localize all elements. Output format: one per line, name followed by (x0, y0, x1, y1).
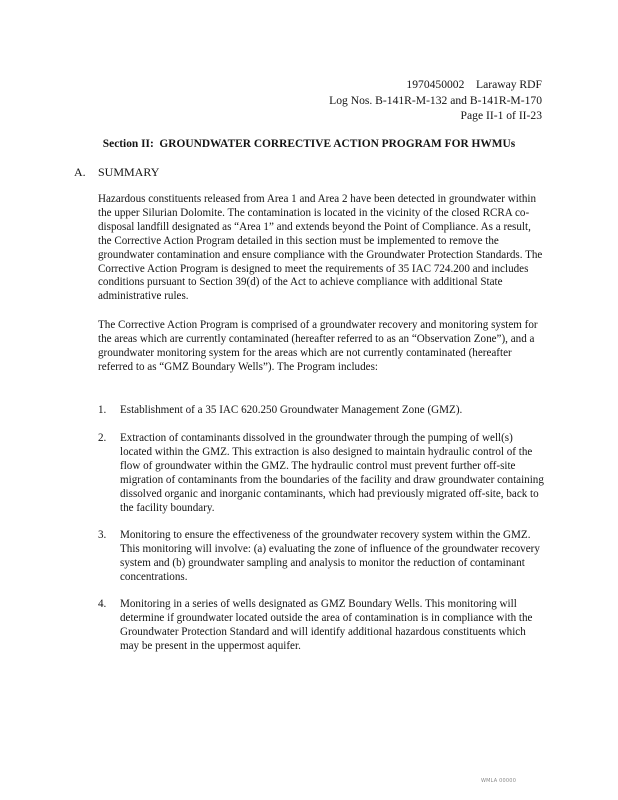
program-list-item-2 (98, 432, 544, 515)
section-title: Section II: GROUNDWATER CORRECTIVE ACTION PROGRAM FOR HWMUs (102, 138, 516, 150)
header-id-facility: 1970450002 Laraway RDF (406, 78, 542, 91)
list-item-number: 3. (98, 529, 107, 541)
list-item-number: 1. (98, 404, 107, 416)
summary-paragraph-2: The Corrective Action Program is comprised of a groundwater recovery and monitoring system for the areas which are currently contaminated (hereafter referred to as an “Observation Zone”), and a groundwater monitoring system for the areas which are not currently contaminated (hereafter referred to as “GMZ Boundary Wells”). The Program includes: (98, 319, 538, 373)
list-item-text: Monitoring to ensure the effectiveness of the groundwater recovery system within the GMZ. This monitoring will involve: (a) evaluating the zone of influence of the groundwater recovery system and (b) groundwater sampling and analysis to monitor the reduction of contaminant concentrations. (120, 529, 540, 583)
list-item-number: 4. (98, 598, 107, 610)
summary-heading (74, 165, 159, 180)
program-list-item-4 (98, 598, 544, 654)
header-log-numbers: Log Nos. B-141R-M-132 and B-141R-M-170 (329, 93, 542, 107)
bates-stamp: WMLA 00000 (481, 778, 517, 784)
list-item-text: Monitoring in a series of wells designated as GMZ Boundary Wells. This monitoring will determine if groundwater located outside the area of contamination is in compliance with the Groundwater Protection Standard and will identify additional hazardous constituents which may be present in the uppermost aquifer. (120, 598, 533, 652)
list-item-text: Extraction of contaminants dissolved in the groundwater through the pumping of well(s) located within the GMZ. This extraction is also designed to maintain hydraulic control of the flow of groundwater within the GMZ. The hydraulic control must prevent further off-site migration of contaminants from the boundaries of the facility and draw groundwater containing dissolved organic and inorganic contaminants, which had previously migrated off-site, back to the facility boundary. (120, 432, 544, 514)
summary-paragraph-1: Hazardous constituents released from Area 1 and Area 2 have been detected in groundwater within the upper Silurian Dolomite. The contamination is located in the vicinity of the closed RCRA co-disposal landfill designated as “Area 1” and extends beyond the Point of Compliance. As a result, the Corrective Action Program detailed in this section must be implemented to remove the groundwater contamination and ensure compliance with the Groundwater Protection Standards. The Corrective Action Program is designed to meet the requirements of 35 IAC 724.200 and includes conditions pursuant to Section 39(d) of the Act to achieve compliance with additional State administrative rules. (98, 193, 543, 303)
summary-heading-letter: A. (74, 165, 86, 179)
program-list-item-3 (98, 529, 544, 585)
list-item-number: 2. (98, 432, 107, 444)
list-item-text: Establishment of a 35 IAC 620.250 Groundwater Management Zone (GMZ). (120, 404, 463, 416)
page-header (329, 77, 542, 124)
header-page-number: Page II-1 of II-23 (460, 109, 542, 122)
program-list-item-1 (98, 404, 544, 418)
summary-heading-title: SUMMARY (98, 165, 160, 179)
